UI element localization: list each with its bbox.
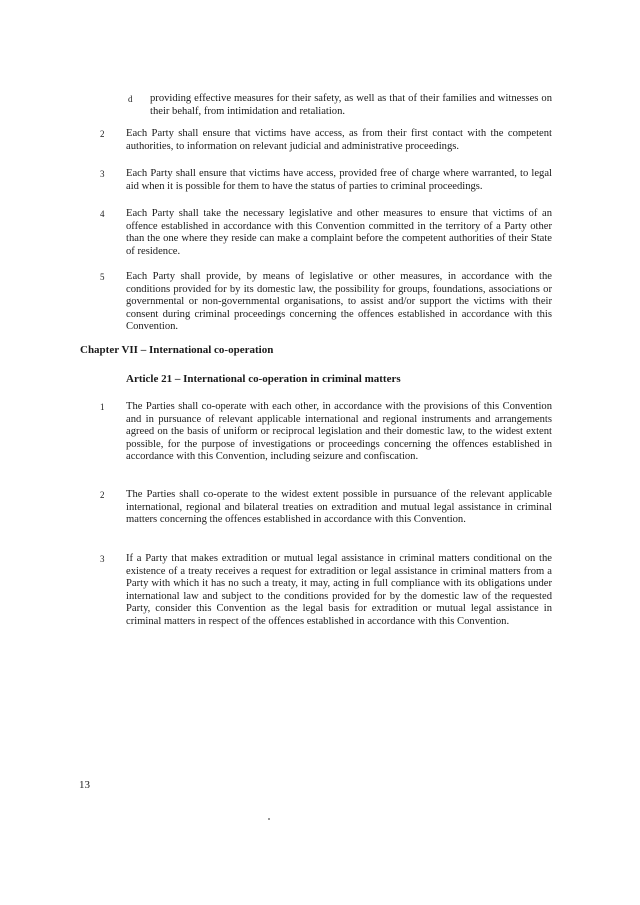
paragraph-text: The Parties shall co-operate with each other, in accordance with the provisions of this Convention and in pursuance of relevant applicable international and regional instruments and arrangements agreed on the basis of uniform or reciprocal legislation and their domestic law, to the widest extent possible, for the purpose of investigations or proceedings concerning the offences established in accordance with this Convention, including seizure and confiscation. [126,401,552,463]
paragraph-2 [100,128,552,153]
paragraph-text: Each Party shall ensure that victims have access, as from their first contact with the competent authorities, to information on relevant judicial and administrative proceedings. [126,128,552,152]
list-item-d [128,93,552,118]
scan-artifact [268,818,270,820]
page-number: 13 [79,779,90,791]
paragraph-number: 2 [100,129,105,139]
paragraph-number: 4 [100,209,105,219]
paragraph-4 [100,208,552,258]
paragraph-number: 3 [100,554,105,564]
paragraph-5 [100,271,552,334]
paragraph-number: 5 [100,272,105,282]
article-paragraph-2 [100,489,552,527]
paragraph-number: 1 [100,402,105,412]
item-label: d [128,94,133,104]
paragraph-number: 3 [100,169,105,179]
paragraph-3 [100,168,552,193]
paragraph-text: Each Party shall provide, by means of legislative or other measures, in accordance with the conditions provided for by its domestic law, the possibility for groups, foundations, associations or governmental or non-governmental organisations, to assist and/or support the victims with their consent during criminal proceedings concerning the offences established in accordance with this Convention. [126,271,552,333]
paragraph-text: Each Party shall ensure that victims have access, provided free of charge where warranted, to legal aid when it is possible for them to have the status of parties to criminal proceedings. [126,168,552,192]
paragraph-text: The Parties shall co-operate to the widest extent possible in pursuance of the relevant applicable international, regional and bilateral treaties on extradition and mutual legal assistance in criminal matters concerning the offences established in accordance with this Convention. [126,489,552,526]
paragraph-number: 2 [100,490,105,500]
paragraph-text: Each Party shall take the necessary legislative and other measures to ensure that victims of an offence established in accordance with this Convention committed in the territory of a Party other than the one where they reside can make a complaint before the competent authorities of their State of residence. [126,208,552,257]
article-heading: Article 21 – International co-operation in criminal matters [126,373,401,385]
paragraph-text: If a Party that makes extradition or mutual legal assistance in criminal matters conditional on the existence of a treaty receives a request for extradition or legal assistance in criminal matters from a Party with which it has no such a treaty, it may, acting in full compliance with its obligations under international law and subject to the conditions provided for by the domestic law of the requested Party, consider this Convention as the legal basis for extradition or mutual legal assistance in criminal matters in respect of the offences established in accordance with this Convention. [126,553,552,627]
article-paragraph-1 [100,401,552,464]
article-paragraph-3 [100,553,552,629]
chapter-heading: Chapter VII – International co-operation [80,344,274,356]
item-text: providing effective measures for their safety, as well as that of their families and witnesses on their behalf, from intimidation and retaliation. [150,93,552,117]
